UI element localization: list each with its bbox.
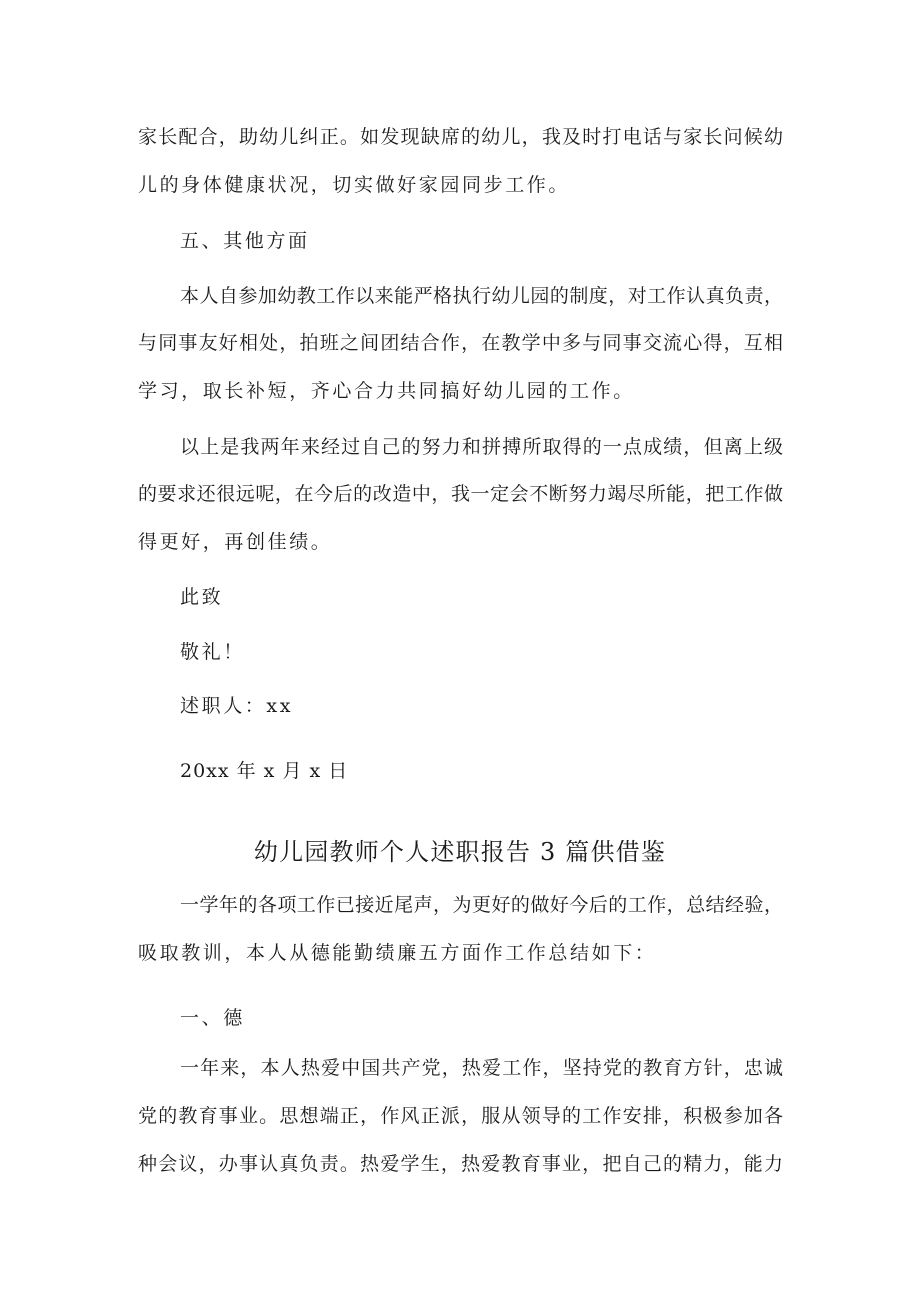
section-heading: 一、德 (180, 1007, 245, 1029)
paragraph-line: 种会议，办事认真负责。热爱学生，热爱教育事业，把自己的精力，能力 (138, 1153, 783, 1175)
document-title: 幼儿园教师个人述职报告 3 篇供借鉴 (253, 838, 667, 866)
paragraph-line: 一年来，本人热爱中国共产党，热爱工作，坚持党的教育方针，忠诚 (180, 1057, 783, 1079)
paragraph-line: 以上是我两年来经过自己的努力和拼搏所取得的一点成绩，但离上级 (180, 436, 783, 458)
paragraph-line: 党的教育事业。思想端正，作风正派，服从领导的工作安排，积极参加各 (138, 1105, 783, 1127)
date-line: 20xx 年 x 月 x 日 (180, 760, 349, 782)
signature-line: 述职人：xx (180, 695, 294, 717)
section-heading: 五、其他方面 (180, 230, 310, 252)
paragraph-line: 儿的身体健康状况，切实做好家园同步工作。 (138, 174, 571, 196)
paragraph-line: 本人自参加幼教工作以来能严格执行幼儿园的制度，对工作认真负责， (180, 285, 783, 307)
paragraph-line: 家长配合，助幼儿纠正。如发现缺席的幼儿，我及时打电话与家长问候幼 (138, 126, 783, 148)
closing-regards: 敬礼！ (180, 641, 245, 663)
closing-salutation: 此致 (180, 586, 224, 608)
paragraph-line: 学习，取长补短，齐心合力共同搞好幼儿园的工作。 (138, 380, 635, 402)
paragraph-line: 与同事友好相处，拍班之间团结合作，在教学中多与同事交流心得，互相 (138, 332, 783, 354)
paragraph-line: 得更好，再创佳绩。 (138, 531, 333, 553)
paragraph-line: 的要求还很远呢，在今后的改造中，我一定会不断努力竭尽所能，把工作做 (138, 483, 783, 505)
paragraph-line: 吸取教训，本人从德能勤绩廉五方面作工作总结如下： (138, 942, 657, 964)
paragraph-line: 一学年的各项工作已接近尾声，为更好的做好今后的工作，总结经验， (180, 894, 783, 916)
